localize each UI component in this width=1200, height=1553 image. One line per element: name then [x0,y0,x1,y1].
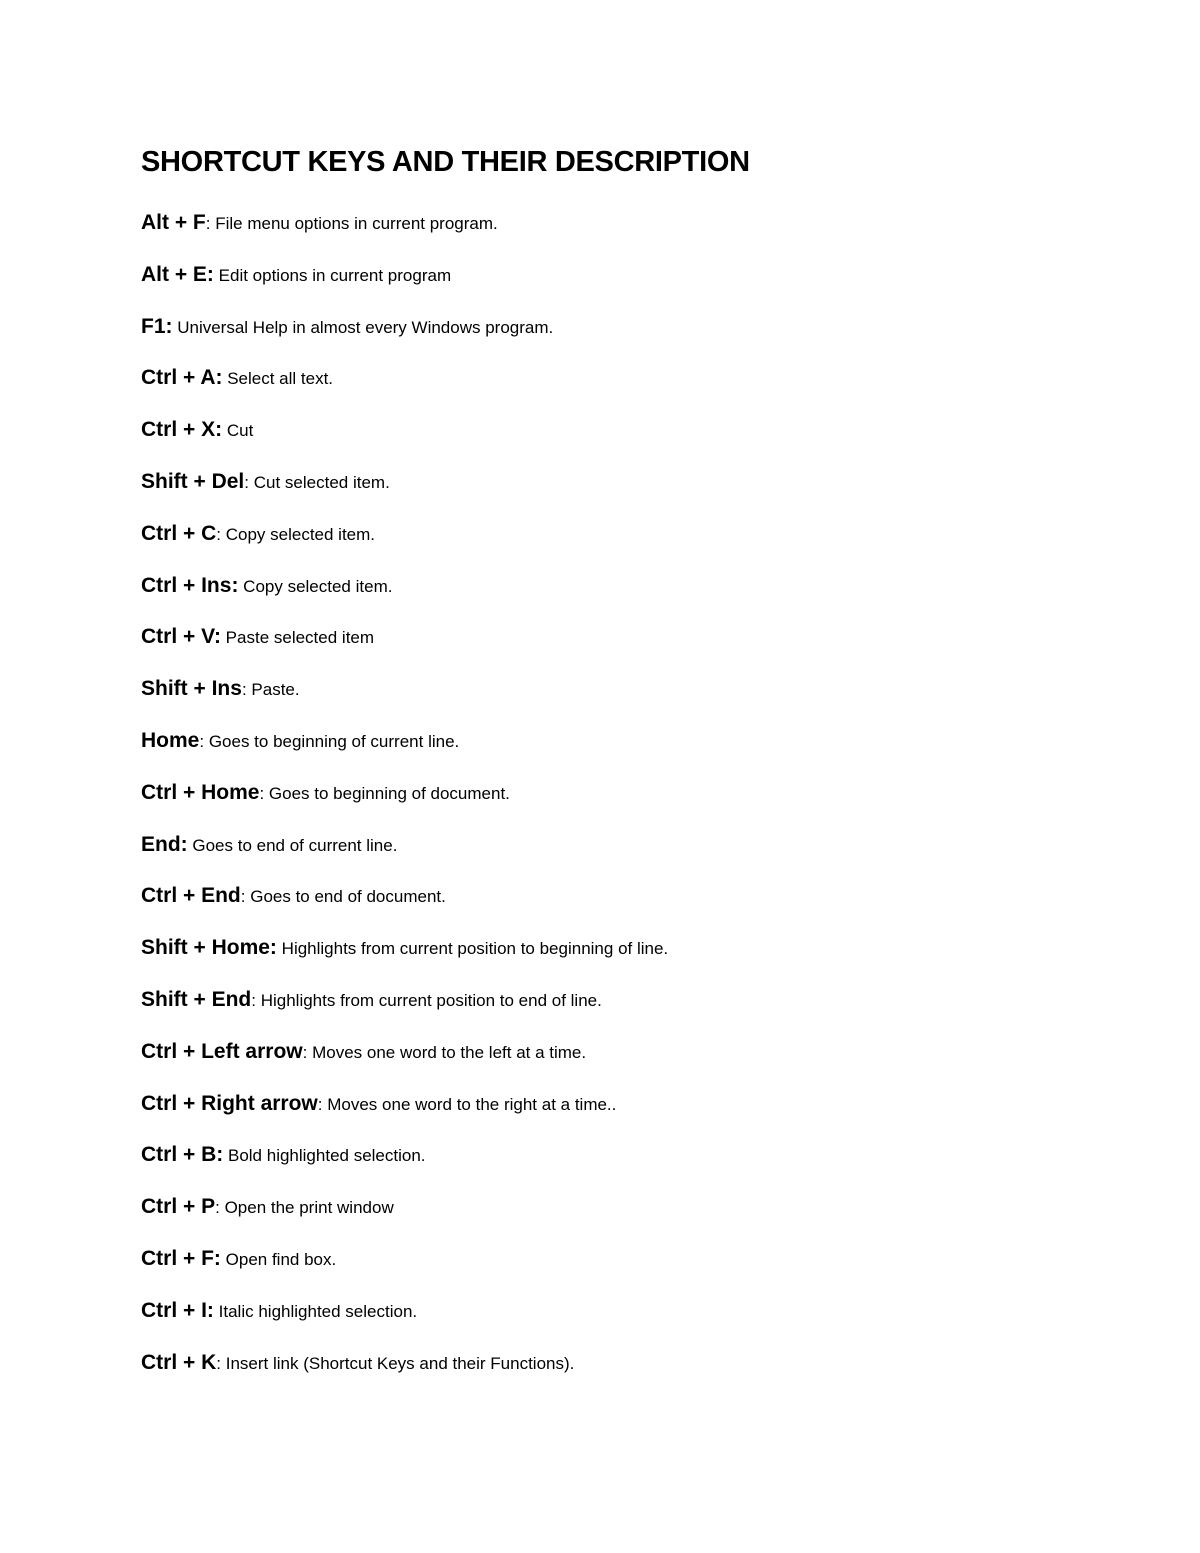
shortcut-item [141,931,668,983]
shortcut-separator: : [215,1198,220,1218]
shortcut-item [141,1242,668,1294]
shortcut-description: Cut [222,421,254,441]
shortcut-key: Ctrl + End [141,884,241,908]
shortcut-item [141,983,668,1035]
shortcut-key: Shift + Home: [141,936,277,960]
shortcut-item [141,413,668,465]
shortcut-item [141,310,668,362]
shortcut-description: Bold highlighted selection. [223,1146,426,1166]
shortcut-description: Open find box. [220,1249,337,1269]
shortcut-list [141,206,668,1397]
shortcut-separator: : [251,990,256,1010]
shortcut-description: Goes to beginning of current line. [204,731,460,751]
shortcut-key: Alt + E: [141,262,214,286]
shortcut-item [141,1346,668,1398]
shortcut-description: Highlights from current position to end of line. [255,990,602,1010]
shortcut-item [141,1138,668,1190]
shortcut-item [141,776,668,828]
shortcut-description: Paste selected item [220,628,375,648]
shortcut-description: Goes to beginning of document. [264,783,510,803]
shortcut-description: Goes to end of current line. [187,835,398,855]
shortcut-description: Copy selected item. [221,524,376,544]
shortcut-key: Ctrl + K [141,1350,217,1374]
shortcut-key: Ctrl + V: [141,625,221,649]
shortcut-key: Ctrl + Right arrow [141,1091,318,1115]
shortcut-item [141,258,668,310]
shortcut-key: Ctrl + Left arrow [141,1039,303,1063]
shortcut-description: Universal Help in almost every Windows program. [172,317,554,337]
shortcut-item [141,206,668,258]
shortcut-key: Shift + Ins [141,677,242,701]
shortcut-item [141,465,668,517]
shortcut-item [141,361,668,413]
shortcut-item [141,828,668,880]
shortcut-item [141,879,668,931]
shortcut-key: Home [141,728,200,752]
shortcut-key: Shift + End [141,987,252,1011]
shortcut-item [141,517,668,569]
shortcut-separator: : [216,524,221,544]
shortcut-description: Moves one word to the left at a time. [307,1042,587,1062]
shortcut-description: Select all text. [222,369,334,389]
shortcut-separator: : [259,783,265,803]
shortcut-description: Insert link (Shortcut Keys and their Functions). [221,1353,575,1373]
shortcut-description: Highlights from current position to beginning of line. [276,939,669,959]
shortcut-key: Ctrl + X: [141,418,223,442]
shortcut-key: Ctrl + C [141,521,217,545]
shortcut-key: Ctrl + Ins: [141,573,239,597]
shortcut-separator: : [302,1042,308,1062]
shortcut-key: Ctrl + I: [141,1298,214,1322]
shortcut-item [141,1294,668,1346]
shortcut-separator: : [244,472,250,492]
shortcut-separator: : [241,680,247,700]
shortcut-key: Ctrl + B: [141,1143,224,1167]
shortcut-key: Alt + F [141,211,206,234]
shortcut-item [141,1190,668,1242]
shortcut-description: Cut selected item. [249,472,390,492]
shortcut-separator: : [216,1353,221,1373]
shortcut-separator: : [199,731,205,751]
shortcut-description: Copy selected item. [238,576,393,596]
shortcut-separator: : [205,214,211,233]
shortcut-item [141,1035,668,1087]
shortcut-description: Italic highlighted selection. [213,1301,418,1321]
shortcut-item [141,569,668,621]
shortcut-key: End: [141,832,188,856]
shortcut-separator: : [240,887,246,907]
shortcut-key: F1: [141,314,173,338]
shortcut-item [141,724,668,776]
shortcut-key: Shift + Del [141,469,245,493]
shortcut-description: File menu options in current program. [210,214,498,233]
shortcut-item [141,672,668,724]
shortcut-key: Ctrl + Home [141,780,260,804]
shortcut-description: Moves one word to the right at a time.. [322,1094,617,1114]
shortcut-key: Ctrl + F: [141,1246,221,1270]
shortcut-description: Edit options in current program [213,265,452,285]
document-title: SHORTCUT KEYS AND THEIR DESCRIPTION [141,146,750,178]
shortcut-key: Ctrl + A: [141,366,223,390]
shortcut-item [141,620,668,672]
shortcut-description: Paste. [246,680,300,700]
shortcut-item [141,1087,668,1139]
shortcut-key: Ctrl + P [141,1195,216,1219]
shortcut-separator: : [317,1094,323,1114]
shortcut-description: Goes to end of document. [245,887,446,907]
shortcut-description: Open the print window [219,1198,394,1218]
